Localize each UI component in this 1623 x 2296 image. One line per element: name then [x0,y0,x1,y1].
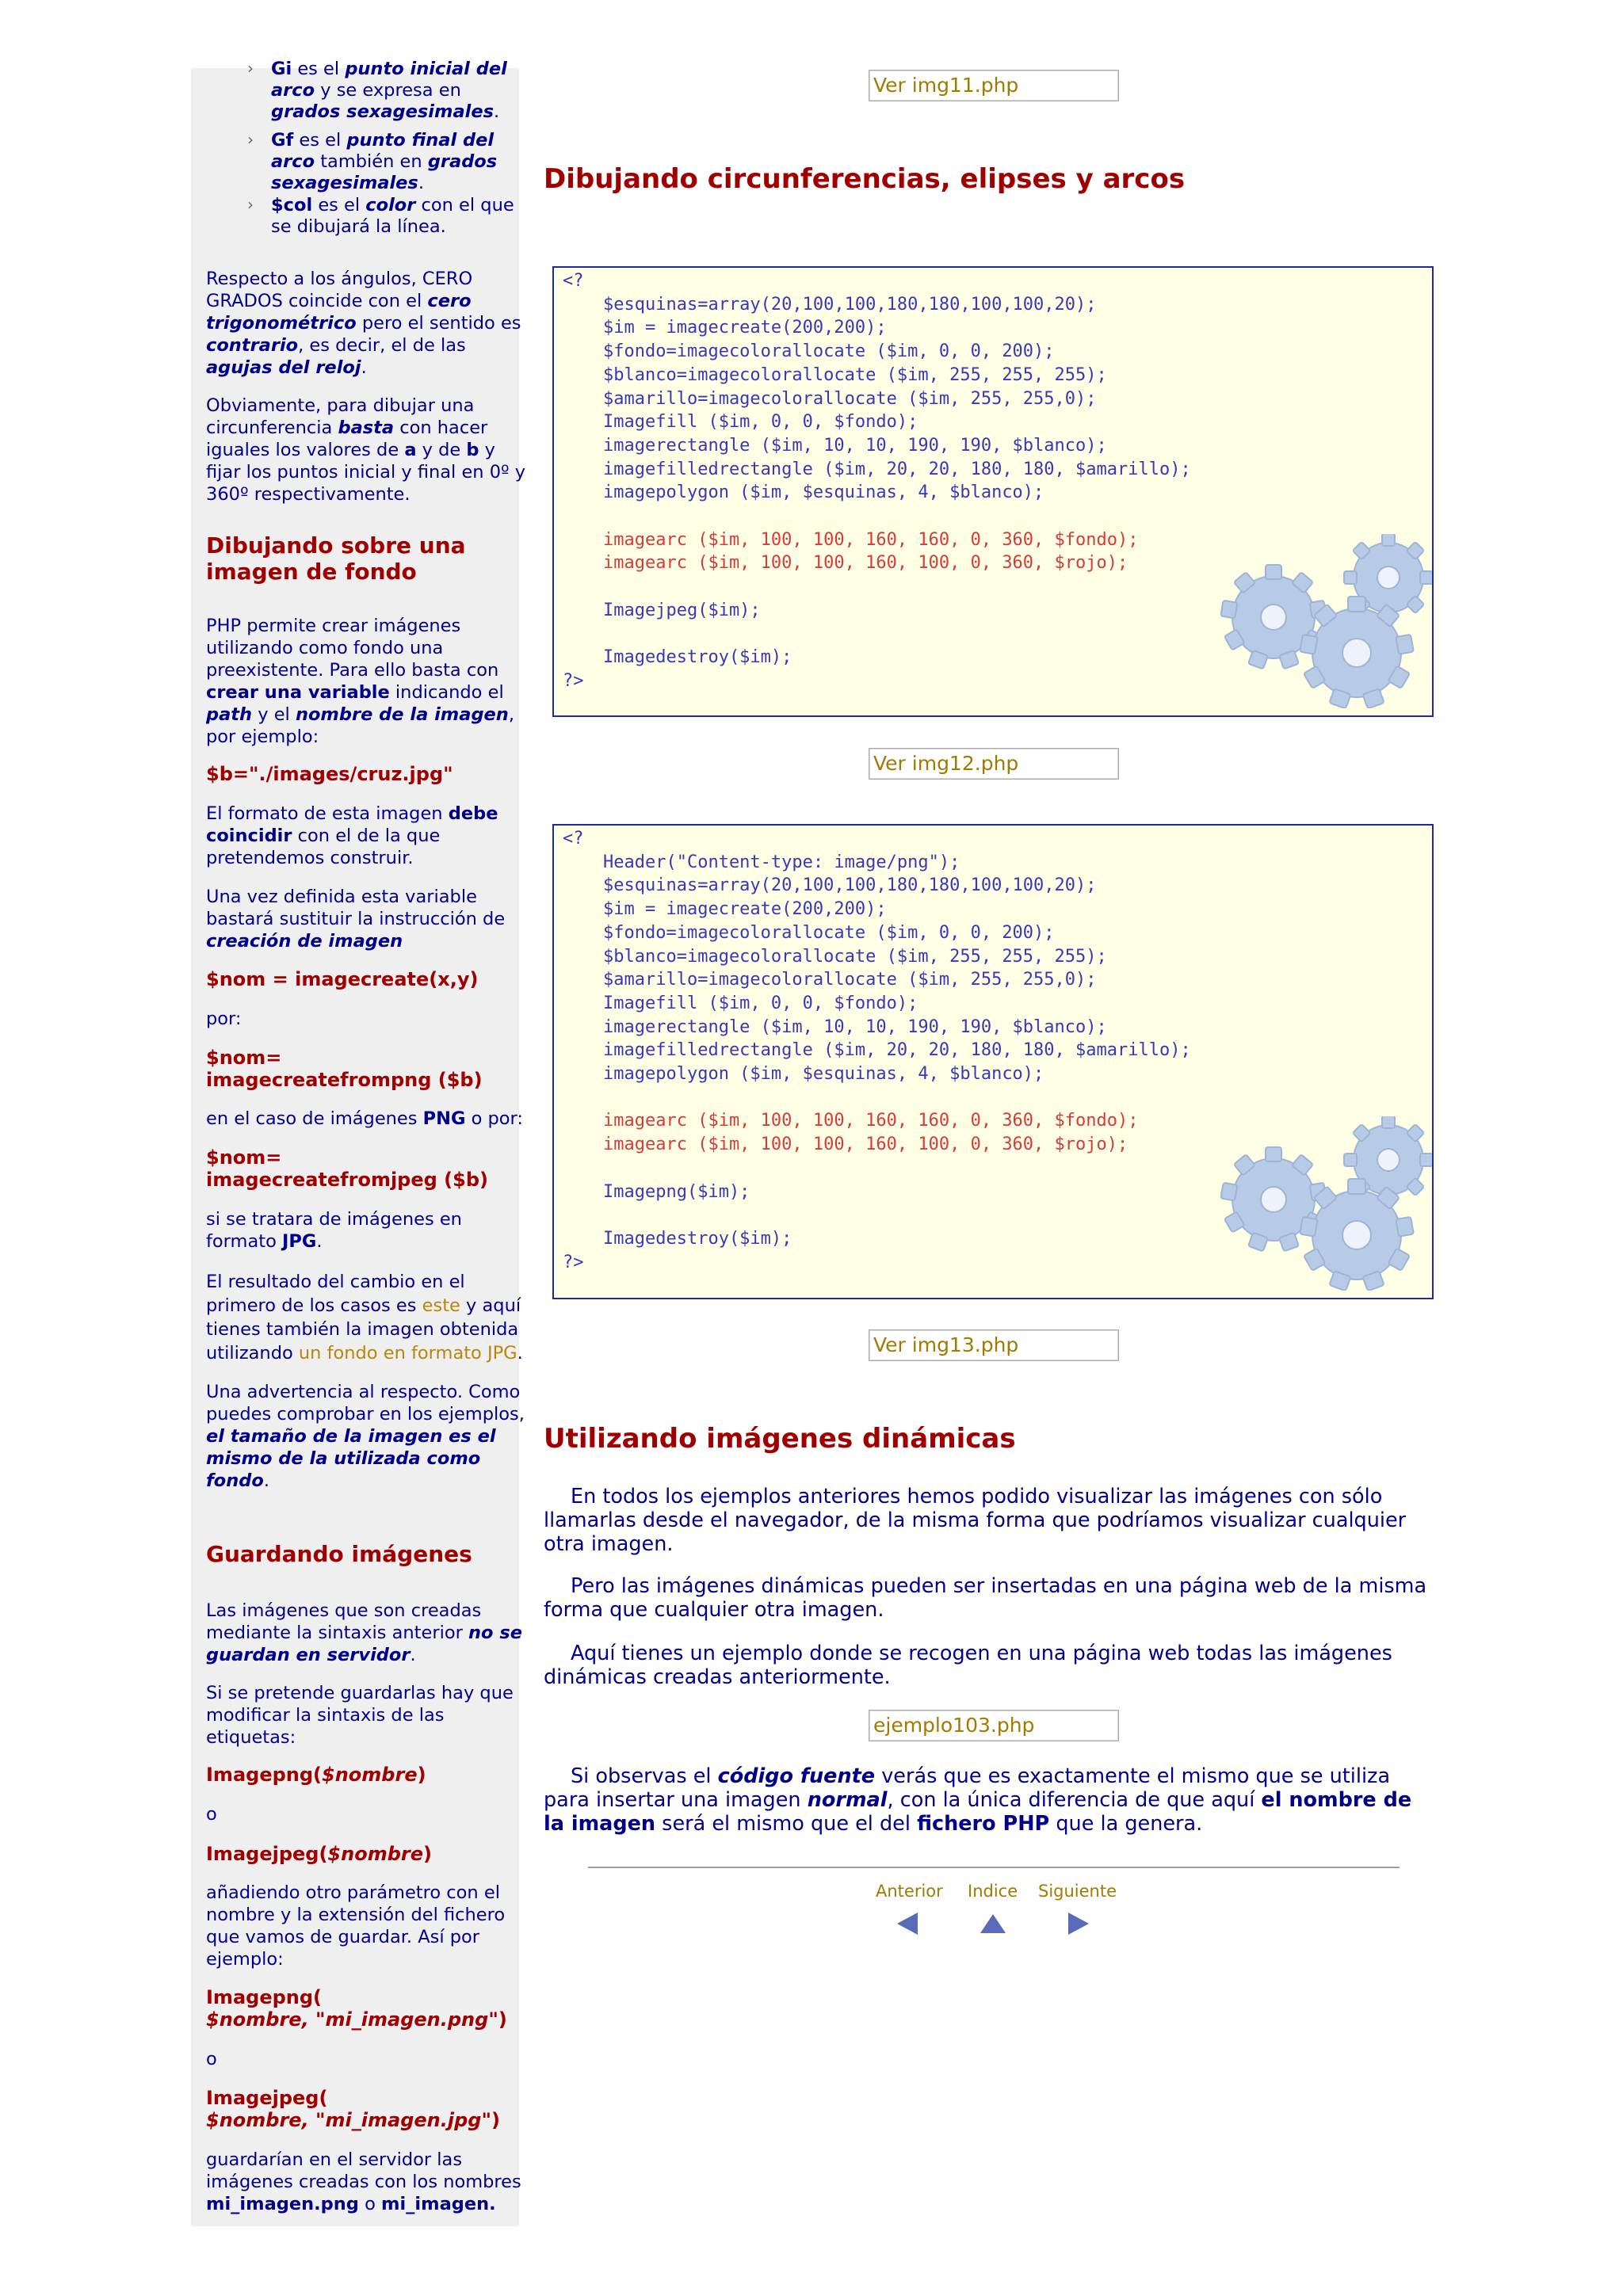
bullet-col: $col es el color con el que se dibujará la línea. [271,195,514,237]
code-imagepng-example: Imagepng( $nombre, "mi_imagen.png") [206,1986,507,2031]
code-line: imagearc ($im, 100, 100, 160, 160, 0, 360, $fondo); [603,529,1139,550]
php-close-tag: ?> [563,670,584,691]
code-line: imagepolygon ($im, $esquinas, 4, $blanco); [603,1064,1044,1084]
link-img11[interactable]: Ver img11.php [869,70,1119,101]
link-img13[interactable]: Ver img13.php [869,1329,1119,1361]
code-line: imagearc ($im, 100, 100, 160, 100, 0, 360, $rojo); [603,553,1128,574]
arrow-left-icon[interactable] [896,1911,919,1936]
code-line: Imagedestroy($im); [603,647,792,668]
or-text: o [206,2049,217,2069]
php-open-tag: <? [563,829,584,849]
code-line: Imagefill ($im, 0, 0, $fondo); [603,993,918,1013]
code-line: $im = imagecreate(200,200); [603,318,887,338]
bullet-icon: › [247,130,254,149]
gears-decoration [1218,1116,1432,1298]
heading-saving-images: Guardando imágenes [206,1541,472,1567]
arrow-right-icon[interactable] [1067,1911,1090,1936]
format-paragraph: El formato de esta imagen debe coincidir con el de la que pretendemos construir. [206,803,498,868]
paragraph-3: Aquí tienes un ejemplo donde se recogen en una página web todas las imágenes dinámicas creadas anteriormente. [544,1642,1392,1689]
warning-paragraph: Una advertencia al respecto. Como puedes comprobar en los ejemplos, el tamaño de la imagen es el mismo de la utilizada como fondo. [206,1382,525,1491]
code-line: $esquinas=array(20,100,100,180,180,100,100,20); [603,875,1097,896]
nav-next-label[interactable]: Siguiente [1038,1882,1117,1901]
bullet-gi: Gi es el punto inicial del arco y se expresa en grados sexagesimales. [271,59,507,122]
code-line: Header("Content-type: image/png"); [603,852,960,872]
code-line: $amarillo=imagecolorallocate ($im, 255, 255,0); [603,388,1097,409]
or-text: o [206,1804,217,1825]
angles-paragraph: Respecto a los ángulos, CERO GRADOS coincide con el cero trigonométrico pero el sentido es contrario, es decir, el de las agujas del reloj. [206,269,521,378]
code-line: imagerectangle ($im, 10, 10, 190, 190, $blanco); [603,435,1107,456]
nav-prev-label[interactable]: Anterior [876,1882,943,1901]
code-imagejpeg-example: Imagejpeg( $nombre, "mi_imagen.jpg") [206,2087,500,2131]
code-imagecreatefrompng: $nom= imagecreatefrompng ($b) [206,1047,483,1091]
code-line: Imagedestroy($im); [603,1228,792,1249]
final-paragraph: guardarían en el servidor las imágenes creadas con los nombres mi_imagen.png o mi_imagen. [206,2149,521,2214]
code-line: $blanco=imagecolorallocate ($im, 255, 255, 255); [603,946,1107,967]
code-line: $blanco=imagecolorallocate ($im, 255, 255, 255); [603,364,1107,385]
code-imagepng: Imagepng($nombre) [206,1764,426,1786]
code-line: Imagejpeg($im); [603,600,761,620]
code-line: imagepolygon ($im, $esquinas, 4, $blanco); [603,482,1044,503]
circle-paragraph: Obviamente, para dibujar una circunferencia basta con hacer iguales los valores de a y de b y fijar los puntos inicial y final en 0º y 360º respectivamente. [206,395,526,505]
param-paragraph: añadiendo otro parámetro con el nombre y la extensión del fichero que vamos de guardar. Así por ejemplo: [206,1882,506,1970]
por-text: por: [206,1009,242,1029]
heading-background-image: Dibujando sobre una imagen de fondo [206,532,466,585]
code-line: $fondo=imagecolorallocate ($im, 0, 0, 200); [603,922,1055,943]
code-block-img12 [552,266,1434,717]
png-paragraph: en el caso de imágenes PNG o por: [206,1108,523,1129]
gears-decoration-icon [1218,1116,1432,1291]
code-line: Imagepng($im); [603,1181,750,1202]
link-ejemplo103[interactable]: ejemplo103.php [869,1710,1119,1741]
code-line: Imagefill ($im, 0, 0, $fondo); [603,412,918,433]
gears-decoration [1218,534,1432,715]
code-block-img13 [552,824,1434,1299]
code-line: $im = imagecreate(200,200); [603,899,887,920]
paragraph-1: En todos los ejemplos anteriores hemos podido visualizar las imágenes con sólo llamarlas desde el navegador, de la misma forma que podríamos visualizar cualquier otra imagen. [544,1485,1407,1556]
code-line: $amarillo=imagecolorallocate ($im, 255, 255,0); [603,970,1097,990]
bullet-icon: › [247,59,254,78]
divider [588,1867,1400,1868]
result-paragraph: El resultado del cambio en el primero de los casos es este y aquí tienes también la imagen obtenida utilizando un fondo en formato JPG. [206,1272,523,1363]
code-line: imagefilledrectangle ($im, 20, 20, 180, 180, $amarillo); [603,1040,1191,1061]
code-line: imagefilledrectangle ($im, 20, 20, 180, 180, $amarillo); [603,459,1191,479]
code-imagejpeg: Imagejpeg($nombre) [206,1843,432,1865]
arrow-up-icon[interactable] [979,1913,1007,1935]
gears-decoration-icon [1218,534,1432,708]
paragraph-4: Si observas el código fuente verás que es exactamente el mismo que se utiliza para insertar una imagen normal, con la única diferencia de que aquí el nombre de la imagen será el mismo que el del fichero PHP que la genera. [544,1764,1412,1836]
code-imagecreatefromjpeg: $nom= imagecreatefromjpeg ($b) [206,1146,488,1191]
jpg-paragraph: si se tratara de imágenes en formato JPG. [206,1209,462,1252]
code-imagecreate: $nom = imagecreate(x,y) [206,968,479,990]
code-line: imagearc ($im, 100, 100, 160, 100, 0, 360, $rojo); [603,1135,1128,1155]
bullet-gf: Gf es el punto final del arco también en grados sexagesimales. [271,130,498,193]
code-line: $esquinas=array(20,100,100,180,180,100,100,20); [603,294,1097,315]
code-line: imagearc ($im, 100, 100, 160, 160, 0, 360, $fondo); [603,1111,1139,1131]
background-paragraph: PHP permite crear imágenes utilizando como fondo una preexistente. Para ello basta con crear una variable indicando el path y el nombre de la imagen, por ejemplo: [206,616,514,747]
code-line: imagerectangle ($im, 10, 10, 190, 190, $blanco); [603,1016,1107,1037]
code-line: $fondo=imagecolorallocate ($im, 0, 0, 200); [603,341,1055,362]
modify-paragraph: Si se pretende guardarlas hay que modificar la sintaxis de las etiquetas: [206,1683,514,1748]
php-open-tag: <? [563,271,584,291]
code-b-variable: $b="./images/cruz.jpg" [206,763,453,785]
paragraph-2: Pero las imágenes dinámicas pueden ser insertadas en una página web de la misma forma que cualquier otra imagen. [544,1574,1427,1622]
bullet-icon: › [247,195,254,214]
save-paragraph: Las imágenes que son creadas mediante la sintaxis anterior no se guardan en servidor. [206,1600,522,1665]
heading-circles: Dibujando circunferencias, elipses y arcos [544,163,1186,195]
php-close-tag: ?> [563,1252,584,1272]
link-img12[interactable]: Ver img12.php [869,748,1119,780]
nav-index-label[interactable]: Indice [968,1882,1018,1901]
heading-dynamic-images: Utilizando imágenes dinámicas [544,1423,1016,1455]
define-paragraph: Una vez definida esta variable bastará sustituir la instrucción de creación de imagen [206,887,506,952]
